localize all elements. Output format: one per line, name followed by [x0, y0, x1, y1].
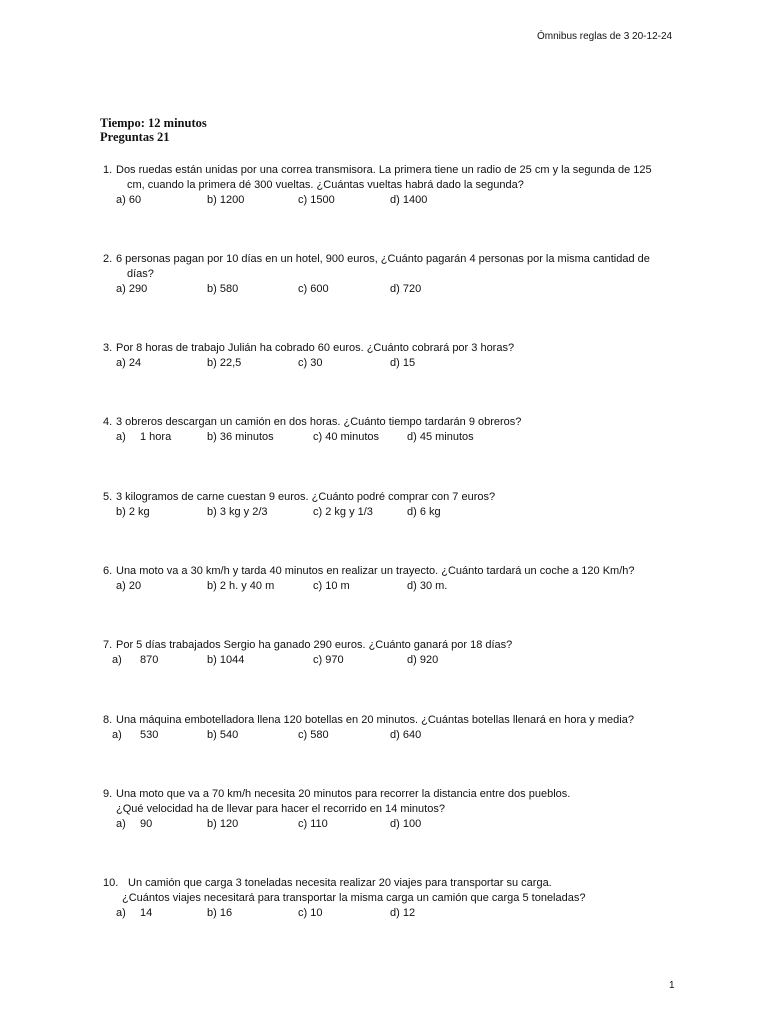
- option-c: c) 110: [298, 818, 328, 830]
- option-a: a): [112, 729, 122, 741]
- time-limit: Tiempo: 12 minutos: [100, 116, 207, 130]
- question-number: 8.: [103, 714, 113, 726]
- question-text-line1: 6 personas pagan por 10 días en un hotel, 900 euros, ¿Cuánto pagarán 4 personas por la misma cantidad de: [116, 253, 650, 265]
- question-text-line1: Una máquina embotelladora llena 120 botellas en 20 minutos. ¿Cuántas botellas llenará en hora y media?: [116, 714, 634, 726]
- question-text-line2: ¿Cuántos viajes necesitará para transportar la misma carga un camión que carga 5 toneladas?: [122, 892, 586, 904]
- answer-options: [100, 728, 700, 743]
- option-b: b) 580: [207, 283, 239, 295]
- question-stem: [100, 713, 700, 728]
- question-text-line1: Por 5 días trabajados Sergio ha ganado 290 euros. ¿Cuánto ganará por 18 días?: [116, 639, 513, 651]
- option-c: c) 30: [298, 357, 323, 369]
- option-d: d) 1400: [390, 194, 428, 206]
- question-stem: [100, 252, 700, 282]
- option-d: d) 720: [390, 283, 422, 295]
- answer-options: [100, 653, 700, 668]
- answer-options: [100, 906, 700, 921]
- option-a: a) 60: [116, 194, 142, 206]
- option-a-value: 14: [140, 907, 153, 919]
- question-stem: [100, 163, 700, 193]
- question-7: [100, 638, 700, 668]
- question-text-line2: días?: [127, 268, 154, 280]
- option-a: b) 2 kg: [116, 506, 150, 518]
- question-text-line1: 3 kilogramos de carne cuestan 9 euros. ¿Cuánto podré comprar con 7 euros?: [116, 491, 496, 503]
- question-text-line2: cm, cuando la primera dé 300 vueltas. ¿Cuántas vueltas habrá dado la segunda?: [127, 179, 524, 191]
- question-number: 9.: [103, 788, 113, 800]
- question-text-line1: Un camión que carga 3 toneladas necesita realizar 20 viajes para transportar su carga.: [128, 877, 552, 889]
- question-number: 10.: [103, 877, 119, 889]
- option-a-value: 870: [140, 654, 159, 666]
- option-a: a): [116, 907, 126, 919]
- question-4: [100, 415, 700, 445]
- option-a: a): [112, 654, 122, 666]
- question-text-line1: Una moto va a 30 km/h y tarda 40 minutos en realizar un trayecto. ¿Cuánto tardará un coche a 120 Km/h?: [116, 565, 635, 577]
- question-9: [100, 787, 700, 832]
- question-1: [100, 163, 700, 208]
- page-number: 1: [669, 980, 675, 991]
- option-d: d) 6 kg: [407, 506, 441, 518]
- document-reference: Ómnibus reglas de 3 20-12-24: [537, 31, 673, 42]
- answer-options: [100, 282, 700, 297]
- answer-options: [100, 356, 700, 371]
- question-text-line1: Dos ruedas están unidas por una correa transmisora. La primera tiene un radio de 25 cm y la segunda de 125: [116, 164, 652, 176]
- answer-options: [100, 430, 700, 445]
- option-b: b) 120: [207, 818, 239, 830]
- option-b: b) 22,5: [207, 357, 242, 369]
- option-a: a) 290: [116, 283, 148, 295]
- question-text-line1: Una moto que va a 70 km/h necesita 20 minutos para recorrer la distancia entre dos pueblos.: [116, 788, 571, 800]
- answer-options: [100, 579, 700, 594]
- option-a-value: 1 hora: [140, 431, 172, 443]
- answer-options: [100, 193, 700, 208]
- option-d: d) 100: [390, 818, 422, 830]
- option-c: c) 10 m: [313, 580, 350, 592]
- question-5: [100, 490, 700, 520]
- option-d: d) 30 m.: [407, 580, 448, 592]
- question-number: 5.: [103, 491, 113, 503]
- option-d: d) 640: [390, 729, 422, 741]
- option-c: c) 970: [313, 654, 344, 666]
- question-stem: [100, 638, 700, 653]
- question-stem: [100, 415, 700, 430]
- question-8: [100, 713, 700, 743]
- option-c: c) 10: [298, 907, 323, 919]
- option-c: c) 2 kg y 1/3: [313, 506, 373, 518]
- option-c: c) 580: [298, 729, 329, 741]
- exam-meta: [100, 116, 207, 144]
- question-stem: [100, 341, 700, 356]
- option-a: a): [116, 818, 126, 830]
- question-3: [100, 341, 700, 371]
- question-text-line1: Por 8 horas de trabajo Julián ha cobrado 60 euros. ¿Cuánto cobrará por 3 horas?: [116, 342, 515, 354]
- option-a-value: 530: [140, 729, 159, 741]
- question-stem: [100, 787, 700, 817]
- option-c: c) 600: [298, 283, 329, 295]
- option-b: b) 3 kg y 2/3: [207, 506, 268, 518]
- question-2: [100, 252, 700, 297]
- question-number: 7.: [103, 639, 113, 651]
- answer-options: [100, 817, 700, 832]
- question-number: 4.: [103, 416, 113, 428]
- question-number: 2.: [103, 253, 113, 265]
- question-count: Preguntas 21: [100, 130, 170, 144]
- question-6: [100, 564, 700, 594]
- question-number: 1.: [103, 164, 113, 176]
- question-number: 6.: [103, 565, 113, 577]
- option-b: b) 2 h. y 40 m: [207, 580, 275, 592]
- option-b: b) 540: [207, 729, 239, 741]
- question-10: [100, 876, 700, 921]
- option-d: d) 15: [390, 357, 416, 369]
- option-b: b) 16: [207, 907, 233, 919]
- question-stem: [100, 564, 700, 579]
- option-d: d) 920: [407, 654, 439, 666]
- option-a: a): [116, 431, 126, 443]
- question-text-line1: 3 obreros descargan un camión en dos horas. ¿Cuánto tiempo tardarán 9 obreros?: [116, 416, 522, 428]
- question-number: 3.: [103, 342, 113, 354]
- option-d: d) 45 minutos: [407, 431, 474, 443]
- option-b: b) 36 minutos: [207, 431, 274, 443]
- option-d: d) 12: [390, 907, 416, 919]
- answer-options: [100, 505, 700, 520]
- option-a-value: 90: [140, 818, 153, 830]
- option-b: b) 1200: [207, 194, 245, 206]
- option-a: a) 20: [116, 580, 142, 592]
- option-b: b) 1044: [207, 654, 245, 666]
- question-text-line2: ¿Qué velocidad ha de llevar para hacer el recorrido en 14 minutos?: [116, 803, 445, 815]
- question-stem: [100, 490, 700, 505]
- option-c: c) 1500: [298, 194, 335, 206]
- option-c: c) 40 minutos: [313, 431, 380, 443]
- option-a: a) 24: [116, 357, 142, 369]
- question-stem: [100, 876, 700, 906]
